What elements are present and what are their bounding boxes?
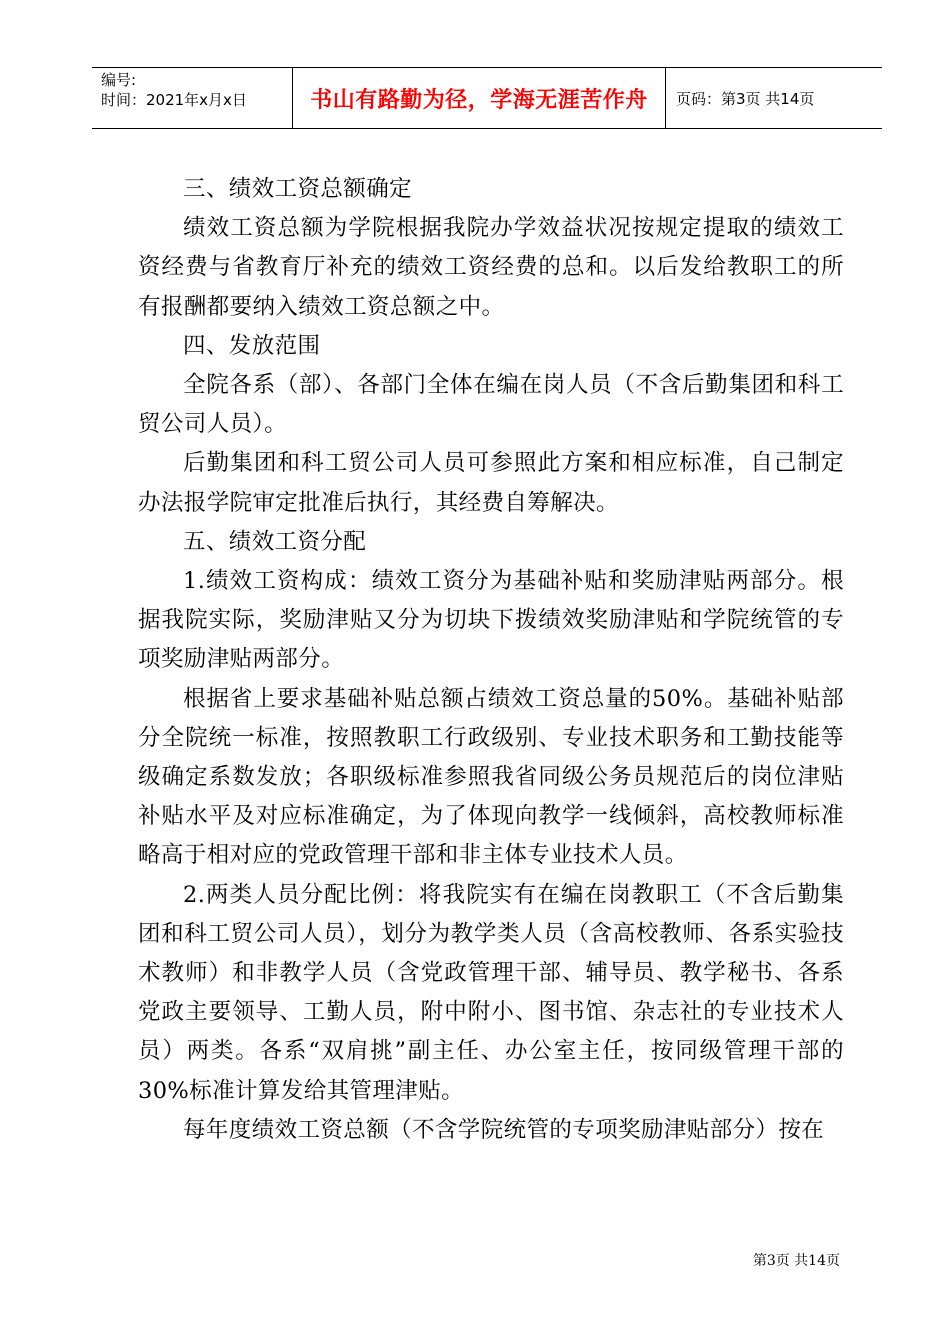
- paragraph: 全院各系（部）、各部门全体在编在岗人员（不含后勤集团和科工贸公司人员）。: [138, 372, 844, 438]
- section-heading-3: 三、绩效工资总额确定: [183, 176, 413, 202]
- document-header: [92, 67, 882, 129]
- page-footer: 第3页 共14页: [752, 1253, 840, 1269]
- header-meta-cell: [92, 68, 293, 128]
- header-page-number: 页码：第3页 共14页: [676, 89, 815, 108]
- paragraph: 后勤集团和科工贸公司人员可参照此方案和相应标准，自己制定办法报学院审定批准后执行，其经费自筹解决。: [138, 450, 844, 516]
- document-time-label: 时间：2021年x月x日: [101, 91, 247, 109]
- document-body: [138, 170, 844, 1150]
- paragraph: 2.两类人员分配比例：将我院实有在编在岗教职工（不含后勤集团和科工贸公司人员），划分为教学类人员（含高校教师、各系实验技术教师）和非教学人员（含党政管理干部、辅导员、教学秘书、各系党政主要领导、工勤人员，附中附小、图书馆、杂志社的专业技术人员）两类。各系“双肩挑”副主任、办公室主任，按同级管理干部的30%标准计算发给其管理津贴。: [138, 881, 844, 1104]
- section-heading-4: 四、发放范围: [183, 332, 321, 359]
- header-motto: 书山有路勤为径，学海无涯苦作舟: [293, 68, 666, 128]
- paragraph: 根据省上要求基础补贴总额占绩效工资总量的50%。基础补贴部分全院统一标准，按照教职工行政级别、专业技术职务和工勤技能等级确定系数发放；各职级标准参照我省同级公务员规范后的岗位津贴补贴水平及对应标准确定，为了体现向教学一线倾斜，高校教师标准略高于相对应的党政管理干部和非主体专业技术人员。: [138, 685, 844, 869]
- section-heading-5: 五、绩效工资分配: [183, 528, 367, 555]
- document-number-label: 编号:: [101, 71, 137, 89]
- paragraph: 每年度绩效工资总额（不含学院统管的专项奖励津贴部分）按在: [183, 1116, 825, 1143]
- paragraph: 绩效工资总额为学院根据我院办学效益状况按规定提取的绩效工资经费与省教育厅补充的绩效工资经费的总和。以后发给教职工的所有报酬都要纳入绩效工资总额之中。: [138, 215, 844, 320]
- paragraph: 1.绩效工资构成：绩效工资分为基础补贴和奖励津贴两部分。根据我院实际，奖励津贴又分为切块下拨绩效奖励津贴和学院统管的专项奖励津贴两部分。: [138, 568, 844, 673]
